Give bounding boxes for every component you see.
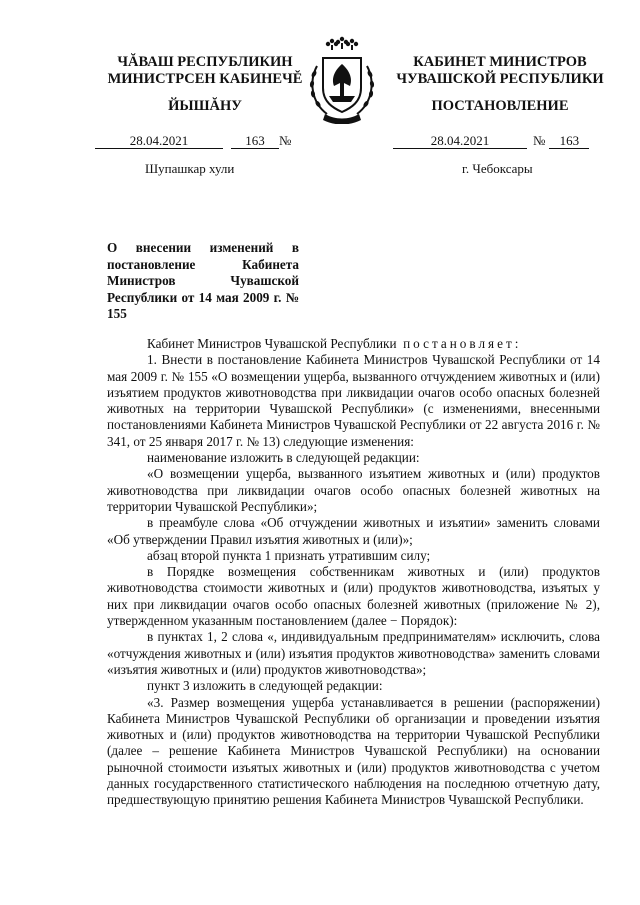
body-paragraph: в пунктах 1, 2 слова «, индивидуальным предпринимателям» исключить, слова «отчуждения животных и (или) изъятия продуктов животноводства» заменить словами «изъятия животных и (или) продуктов животноводства»; bbox=[107, 629, 600, 677]
header-left-line2: МИНИСТРСЕН КАБИНЕЧĔ bbox=[107, 71, 303, 87]
intro-verb: постановляет: bbox=[403, 336, 522, 351]
number-right: 163 bbox=[549, 133, 589, 149]
header-left-title: ЙЫШĂНУ bbox=[168, 98, 242, 114]
header-right bbox=[385, 54, 615, 88]
intro-prefix: Кабинет Министров Чувашской Республики bbox=[147, 336, 397, 351]
date-right: 28.04.2021 bbox=[393, 133, 527, 149]
header-left bbox=[95, 54, 315, 88]
body-paragraph: «3. Размер возмещения ущерба устанавливается в решении (распоряжении) Кабинета Министров Чувашской Республики об организации и проведении изъятия животных и (или) продуктов животноводства на территории Чувашской Республики (далее – решение Кабинета Министров Чувашской Республики) на основании рыночной стоимости изъятых животных и (или) продуктов животноводства с учетом данных государственного статистического наблюдения на последнюю отчетную дату, предшествующую принятию решения Кабинета Министров Чувашской Республики. bbox=[107, 694, 600, 808]
document-body bbox=[107, 336, 600, 809]
body-paragraph: пункт 3 изложить в следующей редакции: bbox=[147, 678, 383, 694]
body-paragraph: в Порядке возмещения собственникам животных и (или) продуктов животноводства стоимости животных и (или) продуктов животноводства, изъятых у них при ликвидации очагов особо опасных болезней животных (приложение № 2), утвержденном указанным постановлением (далее − Порядок): bbox=[107, 564, 600, 629]
body-paragraph: 1. Внести в постановление Кабинета Министров Чувашской Республики от 14 мая 2009 г. № 155 «О возмещении ущерба, вызванного отчуждением животных и (или) изъятием продуктов животноводства при ликвидации очагов особо опасных болезней животных на территории Чувашской Республики» (с изменениями, внесенными постановлениями Кабинета Министров Чувашской Республики от 22 августа 2016 г. № 341, от 25 января 2017 г. № 13) следующие изменения: bbox=[107, 352, 600, 449]
dateline-left bbox=[95, 133, 291, 149]
body-paragraph: в преамбуле слова «Об отчуждении животных и изъятии» заменить словами «Об утверждении Правил изъятия животных и (или)»; bbox=[107, 515, 600, 547]
chuvash-republic-emblem-icon bbox=[301, 36, 383, 124]
header-left-line1: ЧĂВАШ РЕСПУБЛИКИН bbox=[117, 54, 293, 70]
header-right-line1: КАБИНЕТ МИНИСТРОВ bbox=[413, 54, 587, 70]
document-subject: О внесении изменений в постановление Кабинета Министров Чувашской Республики от 14 мая 2009 г. № 155 bbox=[107, 240, 299, 321]
place-left: Шупашкар хули bbox=[145, 161, 235, 176]
header-right-title: ПОСТАНОВЛЕНИЕ bbox=[431, 98, 569, 114]
body-paragraph: наименование изложить в следующей редакции: bbox=[147, 450, 420, 466]
number-sign-left: № bbox=[279, 133, 292, 148]
intro-paragraph bbox=[107, 336, 600, 352]
number-sign-right: № bbox=[533, 133, 546, 148]
dateline-right bbox=[393, 133, 589, 149]
body-paragraph: абзац второй пункта 1 признать утратившим силу; bbox=[147, 547, 431, 563]
body-paragraph: «О возмещении ущерба, вызванного изъятием животных и (или) продуктов животноводства при ликвидации очагов особо опасных болезней животных на территории Чувашской Республики»; bbox=[107, 466, 600, 514]
header-right-line2: ЧУВАШСКОЙ РЕСПУБЛИКИ bbox=[396, 71, 604, 87]
place-right: г. Чебоксары bbox=[462, 161, 533, 176]
date-left: 28.04.2021 bbox=[95, 133, 223, 149]
number-left: 163 bbox=[231, 133, 279, 149]
